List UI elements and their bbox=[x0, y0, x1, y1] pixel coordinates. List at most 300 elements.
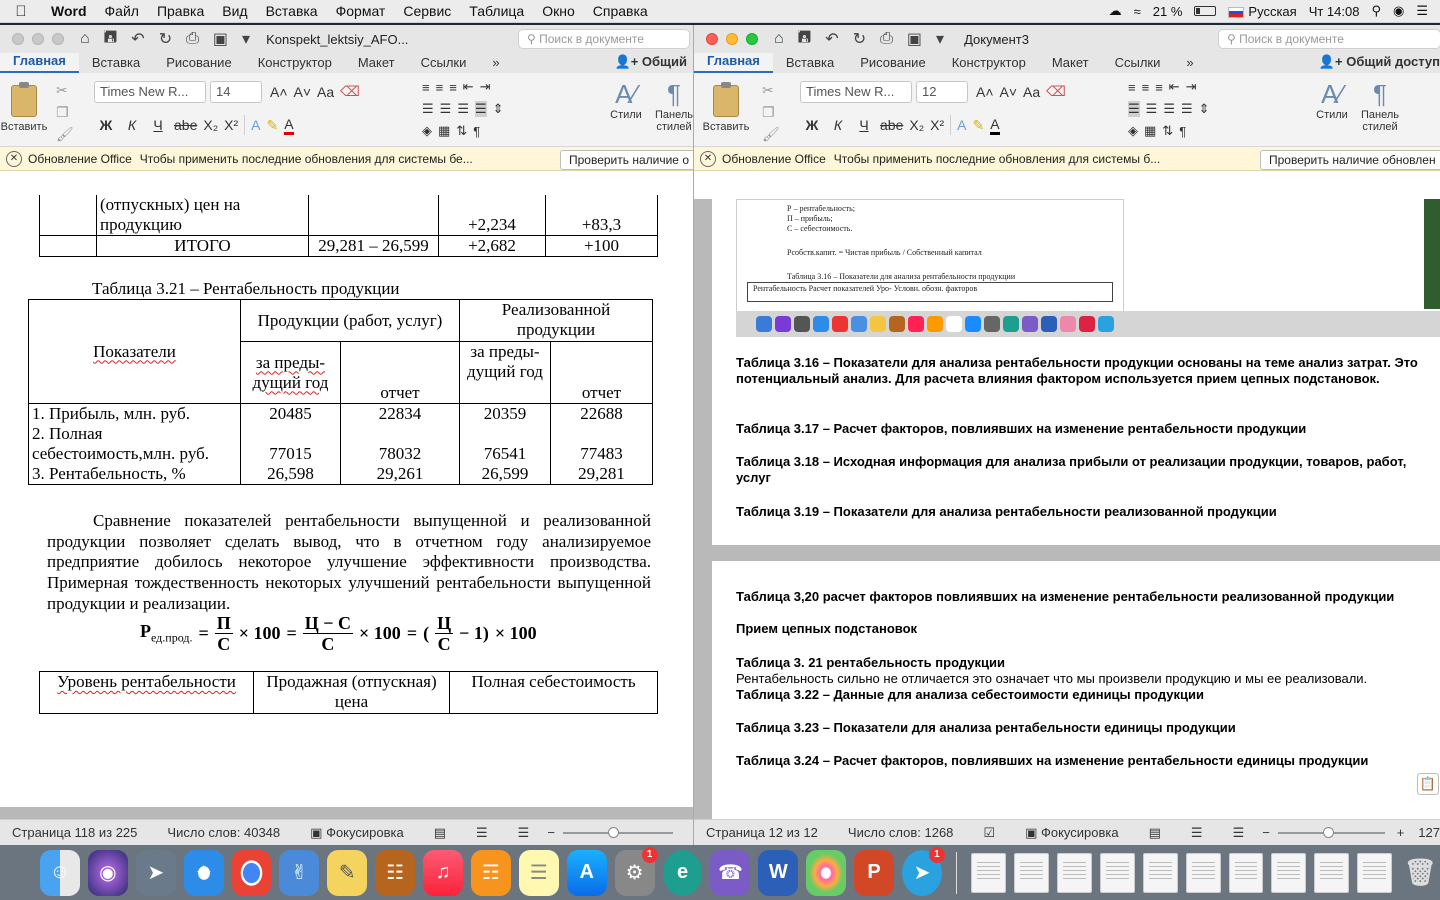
bullets-icon[interactable]: ≡ bbox=[422, 79, 430, 95]
textedit-icon[interactable]: ✎ bbox=[327, 850, 367, 896]
table-cell: Продажная (отпускная) цена bbox=[254, 672, 450, 714]
redo-icon[interactable]: ↻ bbox=[158, 31, 173, 48]
mini-dock-icon bbox=[1079, 316, 1095, 332]
more-tabs-icon[interactable]: » bbox=[1186, 55, 1194, 70]
paste-options-icon[interactable]: 📋 bbox=[1417, 773, 1439, 795]
subheader-prev-year: за преды-дущий год bbox=[460, 342, 551, 404]
mini-dock-icon bbox=[851, 316, 867, 332]
spotlight-search-icon[interactable]: ⚲ bbox=[1371, 3, 1381, 18]
tab-draw[interactable]: Рисование bbox=[166, 55, 232, 70]
styles-label: Стили bbox=[610, 109, 642, 121]
table-cell: 77015 bbox=[241, 424, 341, 464]
web-layout-icon[interactable]: ☰ bbox=[1190, 824, 1203, 840]
russian-flag-icon bbox=[1228, 7, 1244, 18]
zoom-slider-thumb[interactable] bbox=[608, 827, 619, 838]
notification-message: Чтобы применить последние обновления для системы б... bbox=[833, 151, 1161, 166]
mini-dock-icon bbox=[1022, 316, 1038, 332]
launchpad-icon[interactable]: ➤ bbox=[136, 850, 176, 896]
font-color-icon[interactable]: A bbox=[284, 116, 293, 135]
print-layout-icon[interactable]: ▤ bbox=[1148, 824, 1161, 840]
tab-insert[interactable]: Вставка bbox=[785, 55, 835, 70]
tab-design[interactable]: Конструктор bbox=[951, 55, 1026, 70]
document-page bbox=[712, 199, 1440, 545]
undo-icon[interactable]: ↶ bbox=[825, 31, 839, 48]
change-case-icon[interactable]: Aa bbox=[1023, 83, 1041, 100]
siri-icon[interactable]: ◉ bbox=[88, 850, 128, 896]
minimized-window-thumbnail[interactable] bbox=[1057, 853, 1092, 893]
customize-toolbar-icon[interactable]: ▾ bbox=[242, 31, 251, 48]
table-cell: +2,234 bbox=[439, 195, 546, 236]
zoom-out-icon[interactable]: − bbox=[1262, 825, 1270, 840]
menu-app-name[interactable]: Word bbox=[51, 3, 87, 19]
formula-eq: = bbox=[198, 623, 209, 643]
apple-menu-icon[interactable] bbox=[0, 3, 42, 20]
page-count[interactable]: Страница 12 из 12 bbox=[706, 825, 818, 840]
image-text: Рентабельность Расчет показателей Уро- Условн. обозн. факторов bbox=[753, 284, 978, 293]
print-icon[interactable]: ⎙ bbox=[880, 30, 893, 47]
justify-icon[interactable]: ☰ bbox=[474, 101, 487, 116]
menu-tools[interactable]: Сервис bbox=[403, 3, 452, 19]
template-icon[interactable]: ▣ bbox=[212, 31, 229, 48]
right-ribbon-tabs bbox=[694, 53, 1440, 73]
home-icon[interactable]: ⌂ bbox=[80, 30, 90, 47]
subscript-button[interactable]: X₂ bbox=[203, 117, 219, 133]
subscript-button[interactable]: X₂ bbox=[909, 117, 925, 133]
focus-mode[interactable]: ▣ Фокусировка bbox=[1025, 824, 1119, 840]
paragraph-buttons-row1 bbox=[1128, 79, 1197, 95]
grow-font-icon[interactable]: A˄ bbox=[976, 83, 994, 100]
row-label: 3. Рентабельность, % bbox=[29, 464, 241, 485]
save-icon[interactable]: 🖪 bbox=[103, 28, 118, 46]
font-size-select[interactable]: 14 bbox=[210, 81, 262, 103]
table-cell bbox=[40, 195, 97, 236]
menu-format[interactable]: Формат bbox=[335, 3, 386, 19]
align-center-icon[interactable]: ☰ bbox=[1145, 101, 1158, 116]
numbering-icon[interactable]: ≡ bbox=[1141, 79, 1150, 95]
clock[interactable]: Чт 14:08 bbox=[1308, 3, 1360, 19]
menu-edit[interactable]: Правка bbox=[156, 3, 205, 19]
notification-badge: 1 bbox=[642, 847, 658, 863]
styles-pane-icon: ¶ bbox=[1373, 79, 1387, 109]
align-right-icon[interactable]: ☰ bbox=[1163, 101, 1175, 116]
styles-icon: A⁄ bbox=[615, 79, 637, 109]
text-effects-icon[interactable]: A bbox=[251, 117, 261, 133]
app-store-icon[interactable]: A bbox=[567, 850, 607, 896]
mini-dock-icon bbox=[927, 316, 943, 332]
shrink-font-icon[interactable]: A˅ bbox=[999, 83, 1018, 100]
image-text: Таблица 3.16 – Показатели для анализа рентабельности продукции bbox=[787, 272, 1016, 281]
notes-icon[interactable]: ☰ bbox=[519, 850, 559, 896]
numbering-icon[interactable]: ≡ bbox=[435, 79, 444, 95]
strikethrough-button[interactable]: abe bbox=[880, 117, 904, 133]
photos-icon[interactable] bbox=[806, 850, 846, 896]
paste-button[interactable] bbox=[702, 75, 750, 145]
shrink-font-icon[interactable]: A˅ bbox=[293, 83, 312, 100]
siri-icon[interactable]: ◉ bbox=[1393, 3, 1405, 18]
table-cell: Полная себестоимость bbox=[450, 672, 658, 714]
minimized-window-thumbnail[interactable] bbox=[1271, 853, 1306, 893]
paragraph-buttons-row3 bbox=[1128, 123, 1186, 139]
multilevel-list-icon[interactable]: ≡ bbox=[449, 79, 457, 95]
paste-button[interactable] bbox=[0, 75, 48, 145]
formula-fraction: $\frac{Ц - С}{С}$ bbox=[304, 613, 352, 654]
clipboard-tools bbox=[762, 79, 780, 145]
font-name-select[interactable]: Times New R... bbox=[94, 81, 206, 103]
battery-text[interactable]: 21 % bbox=[1152, 3, 1183, 19]
telegram-icon[interactable]: ➤ 1 bbox=[902, 850, 942, 896]
show-marks-icon[interactable]: ¶ bbox=[1179, 123, 1187, 139]
tab-references[interactable]: Ссылки bbox=[1114, 55, 1161, 70]
font-name-select[interactable]: Times New R... bbox=[800, 81, 912, 103]
table-row bbox=[29, 464, 653, 485]
minimized-window-thumbnail[interactable] bbox=[1100, 853, 1135, 893]
table-cell: 20485 bbox=[241, 404, 341, 425]
menu-view[interactable]: Вид bbox=[222, 3, 248, 19]
battery-icon[interactable] bbox=[1194, 6, 1216, 16]
word-icon[interactable]: W bbox=[758, 850, 798, 896]
share-button[interactable]: 👤+ Общий доступ bbox=[1318, 54, 1440, 69]
line-spacing-icon[interactable]: ⇕ bbox=[1198, 101, 1210, 116]
notification-title: Обновление Office bbox=[722, 151, 826, 166]
close-notification-icon[interactable]: ✕ bbox=[6, 151, 22, 167]
copy-icon[interactable]: ❐ bbox=[762, 104, 775, 120]
styles-pane-button[interactable] bbox=[652, 79, 693, 133]
tab-design[interactable]: Конструктор bbox=[257, 55, 332, 70]
italic-button[interactable]: К bbox=[833, 117, 843, 133]
finder-icon[interactable]: ☺ bbox=[40, 850, 80, 896]
menu-table[interactable]: Таблица bbox=[469, 3, 525, 19]
close-notification-icon[interactable]: ✕ bbox=[700, 151, 716, 167]
powerpoint-icon[interactable]: P bbox=[854, 850, 894, 896]
align-right-icon[interactable]: ☰ bbox=[457, 101, 469, 116]
right-doc-title: Документ3 bbox=[964, 31, 1029, 47]
zoom-button[interactable] bbox=[746, 33, 758, 45]
minimized-window-thumbnail[interactable] bbox=[1229, 853, 1264, 893]
mini-dock-icon bbox=[794, 316, 810, 332]
right-search-input[interactable]: ⚲ Поиск в документе bbox=[1218, 29, 1440, 49]
safari-icon[interactable]: ✦ bbox=[184, 850, 224, 896]
table-cell bbox=[40, 236, 97, 257]
outline-view-icon[interactable]: ☰ bbox=[517, 824, 530, 840]
mini-dock-icon bbox=[1060, 316, 1076, 332]
divider bbox=[244, 115, 245, 135]
increase-indent-icon[interactable]: ⇥ bbox=[1185, 79, 1197, 94]
borders-icon[interactable]: ▦ bbox=[1144, 123, 1157, 138]
check-updates-button[interactable]: Проверить наличие обновлен bbox=[1260, 150, 1440, 170]
clear-formatting-icon[interactable]: ⌫ bbox=[340, 83, 360, 99]
minimized-window-thumbnail[interactable] bbox=[1314, 853, 1349, 893]
document-page bbox=[712, 561, 1440, 845]
header-indicators: Показатели bbox=[29, 300, 241, 404]
page2-paragraph: Таблица 3.24 – Расчет факторов, повлиявших на изменение рентабельности единицы продукции bbox=[736, 753, 1369, 768]
table-cell: 77483 bbox=[551, 424, 653, 464]
close-button[interactable] bbox=[706, 33, 718, 45]
preview-icon[interactable]: ✌ bbox=[279, 850, 319, 896]
formula-times: × 100 bbox=[494, 623, 537, 643]
table-cell: (отпускных) цен на продукцию bbox=[97, 195, 309, 236]
bold-button[interactable]: Ж bbox=[805, 117, 819, 133]
subheader-prev-year: за преды-дущий год bbox=[241, 342, 341, 404]
page2-paragraph: Прием цепных подстановок bbox=[736, 621, 918, 636]
styles-pane-button[interactable] bbox=[1358, 79, 1402, 133]
superscript-button[interactable]: X² bbox=[930, 117, 945, 133]
line-spacing-icon[interactable]: ⇕ bbox=[492, 101, 504, 116]
menu-window[interactable]: Окно bbox=[542, 3, 575, 19]
left-word-window bbox=[0, 25, 693, 845]
shading-icon[interactable]: ◈ bbox=[422, 123, 432, 138]
left-ribbon-tabs bbox=[0, 53, 693, 73]
tab-home[interactable]: Главная bbox=[0, 53, 79, 73]
align-left-icon[interactable]: ☰ bbox=[1128, 101, 1140, 116]
underline-button[interactable]: Ч bbox=[153, 117, 163, 133]
mini-dock-icon bbox=[1041, 316, 1057, 332]
focus-label: Фокусировка bbox=[326, 824, 404, 840]
formula-paren: ( bbox=[423, 623, 430, 643]
chrome-icon[interactable] bbox=[232, 850, 272, 896]
tab-layout[interactable]: Макет bbox=[1051, 55, 1089, 70]
minimized-window-thumbnail[interactable] bbox=[1186, 853, 1221, 893]
creative-cloud-icon[interactable]: ☁ bbox=[1108, 3, 1122, 18]
grow-font-icon[interactable]: A˄ bbox=[270, 83, 288, 100]
justify-icon[interactable]: ☰ bbox=[1180, 101, 1193, 116]
left-search-input[interactable]: ⚲ Поиск в документе bbox=[518, 29, 690, 49]
page2-paragraph: Таблица 3. 21 рентабельность продукции bbox=[736, 655, 1005, 670]
page1-paragraph: Таблица 3.18 – Исходная информация для анализа прибыли от реализации продукции, товаров, работ, услуг bbox=[736, 454, 1407, 485]
format-painter-icon[interactable]: 🖌 bbox=[762, 126, 780, 142]
paragraph-buttons-row1 bbox=[422, 79, 491, 95]
redo-icon[interactable]: ↻ bbox=[852, 31, 867, 48]
notefile-icon[interactable]: ☷ bbox=[375, 850, 415, 896]
menu-help[interactable]: Справка bbox=[592, 3, 648, 19]
bullets-icon[interactable]: ≡ bbox=[1128, 79, 1136, 95]
left-search-placeholder: Поиск в документе bbox=[539, 32, 644, 46]
highlight-icon[interactable]: ✎ bbox=[972, 116, 985, 133]
print-icon[interactable]: ⎙ bbox=[186, 30, 199, 47]
zoom-slider[interactable] bbox=[563, 832, 673, 834]
body-paragraph: Сравнение показателей рентабельности выпущенной и реализованной продукции позволяет сделать вывод, что в отчетном году анализируемое предприятие добилось некоторое улучшение эффективности производства. Примерная тождественность некоторых улучшений рентабельности выпущенной продукции и реализации. bbox=[47, 511, 651, 613]
share-button[interactable]: 👤+ Общий bbox=[614, 54, 687, 69]
viber-icon[interactable]: ☎ bbox=[710, 850, 750, 896]
tab-home[interactable]: Главная bbox=[694, 53, 773, 73]
tab-insert[interactable]: Вставка bbox=[91, 55, 141, 70]
formula-minus: − 1) bbox=[459, 623, 489, 643]
paragraph-buttons-row2 bbox=[1128, 101, 1210, 117]
paragraph-buttons-row3 bbox=[422, 123, 480, 139]
paste-label: Вставить bbox=[702, 121, 750, 133]
more-tabs-icon[interactable]: » bbox=[492, 55, 500, 70]
tab-draw[interactable]: Рисование bbox=[860, 55, 926, 70]
music-icon[interactable]: ♫ bbox=[423, 850, 463, 896]
focus-mode[interactable]: ▣ Фокусировка bbox=[310, 824, 404, 840]
trash-icon[interactable]: 🗑 bbox=[1403, 857, 1437, 887]
tab-layout[interactable]: Макет bbox=[357, 55, 395, 70]
formula-fraction: $\frac{П}{С}$ bbox=[216, 613, 231, 654]
undo-icon[interactable]: ↶ bbox=[131, 31, 145, 48]
zoom-in-icon[interactable]: + bbox=[1396, 825, 1405, 840]
sort-icon[interactable]: ⇅ bbox=[456, 123, 468, 138]
proofing-icon[interactable]: ☑ bbox=[983, 824, 996, 840]
styles-label: Стили bbox=[1316, 109, 1348, 121]
table-cell: 22834 bbox=[341, 404, 460, 425]
profitability-formula bbox=[140, 613, 537, 654]
decrease-indent-icon[interactable]: ⇤ bbox=[1168, 79, 1180, 94]
copy-icon[interactable]: ❐ bbox=[56, 104, 69, 120]
table-cell bbox=[309, 195, 439, 236]
close-button[interactable] bbox=[12, 33, 24, 45]
zoom-level[interactable]: 127 bbox=[1418, 825, 1440, 840]
left-document-area[interactable] bbox=[0, 195, 693, 845]
left-doc-title: Konspekt_lektsiy_AFO... bbox=[266, 31, 409, 47]
outline-view-icon[interactable]: ☰ bbox=[1232, 824, 1245, 840]
formula-fraction: $\frac{Ц}{С}$ bbox=[437, 613, 452, 654]
font-size-buttons bbox=[976, 83, 1066, 100]
sort-icon[interactable]: ⇅ bbox=[1162, 123, 1174, 138]
tab-references[interactable]: Ссылки bbox=[420, 55, 467, 70]
font-size-select[interactable]: 12 bbox=[916, 81, 968, 103]
image-text: С – себестоимость. bbox=[787, 224, 853, 233]
styles-icon: A⁄ bbox=[1321, 79, 1343, 109]
styles-button[interactable] bbox=[1310, 79, 1354, 121]
table-row bbox=[29, 300, 653, 342]
format-buttons bbox=[802, 115, 1000, 135]
word-count[interactable]: Число слов: 40348 bbox=[167, 825, 281, 840]
right-status-bar bbox=[694, 819, 1440, 845]
minimized-window-thumbnail[interactable] bbox=[1357, 853, 1392, 893]
minimize-button[interactable] bbox=[32, 33, 44, 45]
share-label: Общий bbox=[641, 54, 687, 69]
document-page bbox=[0, 195, 693, 807]
table-row bbox=[40, 672, 658, 714]
mini-dock-icon bbox=[1098, 316, 1114, 332]
right-title-bar bbox=[694, 25, 1440, 53]
format-painter-icon[interactable]: 🖌 bbox=[56, 126, 74, 142]
web-layout-icon[interactable]: ☰ bbox=[476, 824, 488, 840]
zoom-slider[interactable] bbox=[1278, 832, 1385, 834]
right-document-area[interactable] bbox=[694, 199, 1440, 845]
minimized-window-thumbnail[interactable] bbox=[1014, 853, 1049, 893]
minimize-button[interactable] bbox=[726, 33, 738, 45]
increase-indent-icon[interactable]: ⇥ bbox=[479, 79, 491, 94]
page-count[interactable]: Страница 118 из 225 bbox=[12, 825, 138, 840]
customize-toolbar-icon[interactable]: ▾ bbox=[936, 31, 945, 48]
left-title-bar bbox=[0, 25, 693, 53]
cut-icon[interactable]: ✂ bbox=[56, 82, 68, 98]
page1-paragraph: Таблица 3.16 – Показатели для анализа рентабельности продукции основаны на теме анализ затрат. Это потенциальный анализ. Для расчета влияния фактором используется прием цепных подстановок. bbox=[736, 355, 1418, 386]
strikethrough-button[interactable]: abe bbox=[174, 117, 198, 133]
books-icon[interactable]: ☶ bbox=[471, 850, 511, 896]
menu-insert[interactable]: Вставка bbox=[265, 3, 318, 19]
highlight-icon[interactable]: ✎ bbox=[266, 116, 279, 133]
input-source[interactable] bbox=[1228, 4, 1296, 19]
bold-button[interactable]: Ж bbox=[99, 117, 113, 133]
cut-icon[interactable]: ✂ bbox=[762, 82, 774, 98]
right-window-controls bbox=[706, 33, 758, 45]
mini-dock-icon bbox=[984, 316, 1000, 332]
divider bbox=[950, 115, 951, 135]
wifi-icon[interactable]: ≈ bbox=[1133, 3, 1141, 19]
zoom-button[interactable] bbox=[52, 33, 64, 45]
formula-lhs: $Р_{ед.прод.}$ bbox=[140, 621, 193, 645]
header-products: Продукции (работ, услуг) bbox=[241, 300, 460, 342]
mini-dock-icon bbox=[870, 316, 886, 332]
word-count[interactable]: Число слов: 1268 bbox=[847, 825, 954, 840]
clipboard-tools bbox=[56, 79, 74, 145]
paragraph-buttons-row2 bbox=[422, 101, 504, 117]
paste-label: Вставить bbox=[0, 121, 48, 133]
dock bbox=[0, 845, 1440, 900]
system-preferences-icon[interactable]: ⚙ 1 bbox=[615, 850, 655, 896]
print-layout-icon[interactable]: ▤ bbox=[433, 824, 446, 840]
row-label: 2. Полная себестоимость,млн. руб. bbox=[29, 424, 241, 464]
minimized-window-thumbnail[interactable] bbox=[1143, 853, 1178, 893]
table-cell: 78032 bbox=[341, 424, 460, 464]
table-cell: 76541 bbox=[460, 424, 551, 464]
table-cell: 29,281 – 26,599 bbox=[309, 236, 439, 257]
right-update-notification bbox=[694, 147, 1440, 171]
table-cell: 22688 bbox=[551, 404, 653, 425]
mini-dock-icon bbox=[775, 316, 791, 332]
table-row bbox=[29, 424, 653, 464]
superscript-button[interactable]: X² bbox=[224, 117, 239, 133]
subheader-report: отчет bbox=[551, 342, 653, 404]
font-color-icon[interactable]: A bbox=[990, 116, 999, 135]
styles-button[interactable] bbox=[604, 79, 648, 121]
italic-button[interactable]: К bbox=[127, 117, 137, 133]
zoom-out-icon[interactable]: − bbox=[547, 825, 555, 840]
left-status-bar bbox=[0, 819, 693, 845]
image-text: Р – рентабельность; bbox=[787, 204, 855, 213]
styles-pane-label: Панель стилей bbox=[1360, 109, 1399, 133]
notification-center-icon[interactable]: ☰ bbox=[1416, 3, 1428, 18]
decrease-indent-icon[interactable]: ⇤ bbox=[462, 79, 474, 94]
shading-icon[interactable]: ◈ bbox=[1128, 123, 1138, 138]
clear-formatting-icon[interactable]: ⌫ bbox=[1046, 83, 1066, 99]
eset-icon[interactable]: e bbox=[663, 850, 703, 896]
minimized-window-thumbnail[interactable] bbox=[971, 853, 1006, 893]
formula-eq: = bbox=[286, 623, 297, 643]
table-row bbox=[40, 195, 658, 236]
top-table bbox=[39, 195, 658, 257]
menu-file[interactable]: Файл bbox=[104, 3, 139, 19]
multilevel-list-icon[interactable]: ≡ bbox=[1155, 79, 1163, 95]
save-icon[interactable]: 🖪 bbox=[797, 28, 812, 46]
text-effects-icon[interactable]: A bbox=[957, 117, 967, 133]
underline-button[interactable]: Ч bbox=[859, 117, 869, 133]
profitability-table bbox=[28, 299, 653, 485]
left-update-notification bbox=[0, 147, 693, 171]
right-ribbon bbox=[694, 73, 1440, 147]
table-cell: 29,261 bbox=[341, 464, 460, 485]
font-size-buttons bbox=[270, 83, 360, 100]
table-cell: Уровень рентабельности bbox=[40, 672, 254, 714]
table-cell: ИТОГО bbox=[97, 236, 309, 257]
page1-paragraph: Таблица 3.19 – Показатели для анализа рентабельности реализованной продукции bbox=[736, 504, 1277, 519]
zoom-slider-thumb[interactable] bbox=[1323, 827, 1334, 838]
borders-icon[interactable]: ▦ bbox=[438, 123, 451, 138]
template-icon[interactable]: ▣ bbox=[906, 31, 923, 48]
align-left-icon[interactable]: ☰ bbox=[422, 101, 434, 116]
change-case-icon[interactable]: Aa bbox=[317, 83, 335, 100]
subheader-report: отчет bbox=[341, 342, 460, 404]
clipboard-icon bbox=[713, 85, 739, 117]
check-updates-button[interactable]: Проверить наличие о bbox=[560, 150, 693, 170]
mini-dock-icon bbox=[756, 316, 772, 332]
format-buttons bbox=[96, 115, 294, 135]
show-marks-icon[interactable]: ¶ bbox=[473, 123, 481, 139]
table-caption: Таблица 3.21 – Рентабельность продукции bbox=[92, 279, 400, 298]
align-center-icon[interactable]: ☰ bbox=[439, 101, 452, 116]
home-icon[interactable]: ⌂ bbox=[774, 30, 784, 47]
